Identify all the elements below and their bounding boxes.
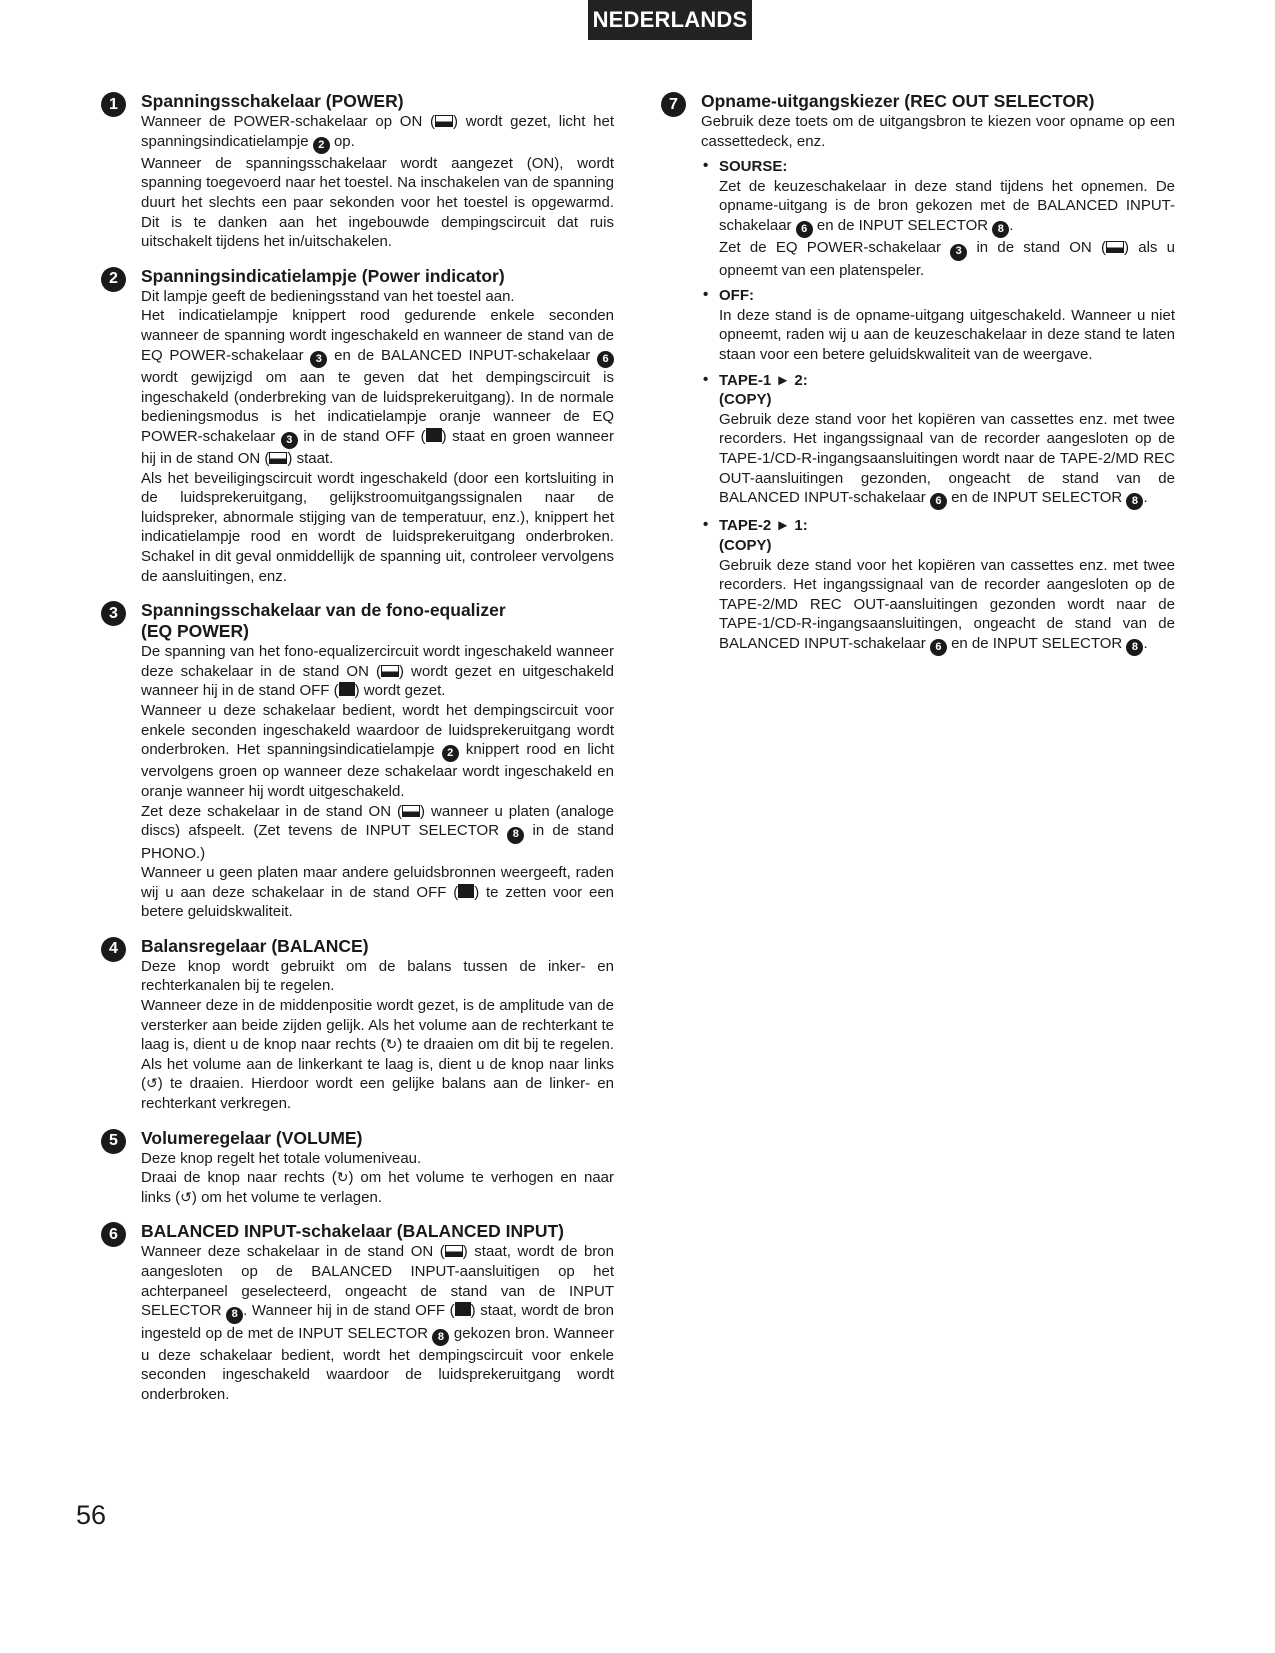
section-title: Spanningsschakelaar (POWER) — [141, 91, 404, 111]
section-title: Opname-uitgangskiezer (REC OUT SELECTOR) — [701, 91, 1095, 111]
section-title: Spanningsindicatielampje (Power indicator) — [141, 265, 505, 286]
on-position-icon — [435, 115, 453, 127]
bullet-title: TAPE-1 ► 2: — [719, 371, 808, 389]
section-title: Spanningsschakelaar van de fono-equalizer — [141, 600, 506, 621]
section-number-6: 6 — [101, 1222, 126, 1247]
off-position-icon — [339, 682, 355, 696]
bullet-title: SOURSE: — [719, 158, 788, 176]
ref-number: 8 — [507, 827, 524, 844]
section-title: Balansregelaar (BALANCE) — [141, 935, 369, 956]
right-column — [661, 91, 1175, 670]
bullet-body: Gebruik deze stand voor het kopiëren van cassettes enz. met twee recorders. Het ingangssignaal van de recorder aangesloten op de TAPE-1/CD-R-ingangsaansluitingen wordt naar de TAPE-2/MD REC OUT-aansluitingen gezonden, ongeacht de stand van de BALANCED INPUT-schakelaar 6 en de INPUT SELECTOR 8 . — [719, 410, 1175, 511]
ref-number: 2 — [313, 137, 330, 154]
counterclockwise-icon: ↺ — [146, 1075, 158, 1092]
bullet-title: TAPE-2 ► 1: — [719, 517, 808, 535]
section-body: Wanneer de POWER-schakelaar op ON ( ) wordt gezet, licht het spanningsindicatielampje 2 op. Wanneer de spanningsschakelaar wordt aangezet (ON), wordt spanning toegevoerd naar het toestel. Na inschakelen van de spanning duurt het slechts een paar sekonden voor het toestel is opgewarmd. Dit is te danken aan het ingebouwde dempingscircuit dat ruis uitschakelt tijdens het in/uitschakelen. — [141, 113, 614, 251]
ref-number: 3 — [950, 244, 967, 261]
section-title-line2: (EQ POWER) — [141, 621, 249, 642]
ref-number: 3 — [281, 432, 298, 449]
bullet-body: In deze stand is de opname-uitgang uitgeschakeld. Wanneer u niet opneemt, raden wij u aan de keuzeschakelaar in deze stand te laten staan voor een betere geluidskwaliteit van de weergave. — [719, 306, 1175, 363]
bullet-dot: • — [703, 370, 709, 388]
ref-number: 6 — [597, 351, 614, 368]
on-position-icon — [445, 1245, 463, 1257]
language-tab: NEDERLANDS — [588, 0, 752, 40]
section-body: Deze knop wordt gebruikt om de balans tussen de inker- en rechterkanalen bij te regelen. Wanneer deze in de middenpositie wordt gezet, is de amplitude van de versterker aan beide zijden gelijk. Als het volume aan de rechterkant te laag is, dient u de knop naar rechts (↻) te draaien om dit bij te regelen. Als het volume aan de linkerkant te laag is, dient u de knop naar links (↺) te draaien. Hierdoor wordt een gelijke balans aan de linker- en rechterkant verkregen. — [141, 957, 614, 1113]
on-position-icon — [269, 452, 287, 464]
section-body: De spanning van het fono-equalizercircuit wordt ingeschakeld wanneer deze schakelaar in de stand ON ( ) wordt gezet en uitgeschakeld wanneer hij in de stand OFF ( ) wordt gezet. Wanneer u deze schakelaar bedient, wordt het dempingscircuit voor enkele seconden ingeschakeld waardoor de luidsprekeruitgang wordt onderbroken. Het spanningsindicatielampje 2 knippert rood en licht vervolgens groen op wanneer deze schakelaar wordt ingeschakeld en oranje wanneer hij wordt uitgeschakeld. Zet deze schakelaar in de stand ON ( ) wanneer u platen (analoge discs) afspeelt. (Zet tevens de INPUT SELECTOR 8 in de stand PHONO.) Wanneer u geen platen maar andere geluidsbronnen weergeeft, raden wij u aan deze schakelaar in de stand OFF ( ) te zetten voor een betere geluidskwaliteit. — [141, 643, 615, 921]
ref-number: 2 — [442, 745, 459, 762]
on-position-icon — [402, 805, 420, 817]
bullet-body: Gebruik deze stand voor het kopiëren van cassettes enz. met twee recorders. Het ingangssignaal van de recorder aangesloten op de TAPE-2/MD REC OUT-aansluitingen gezonden wordt naar de TAPE-1/CD-R-ingangsaansluitingen, ongeacht de stand van de BALANCED INPUT-schakelaar 6 en de INPUT SELECTOR 8 . — [719, 556, 1175, 657]
section-volume — [101, 1128, 614, 1208]
off-position-icon — [455, 1302, 471, 1316]
bullet-tape2-to-1 — [701, 516, 1175, 656]
bullet-body: Zet de keuzeschakelaar in deze stand tijdens het opnemen. De opname-uitgang is de bron gekozen met de BALANCED INPUT-schakelaar 6 en de INPUT SELECTOR 8 . Zet de EQ POWER-schakelaar 3 in de stand ON ( ) als u opneemt van een platenspeler. — [719, 177, 1176, 279]
bullet-off — [701, 286, 1175, 364]
ref-number: 3 — [310, 351, 327, 368]
bullet-title: OFF: — [719, 287, 754, 305]
bullet-dot: • — [703, 286, 709, 304]
section-power-indicator — [101, 266, 614, 586]
section-number-1: 1 — [101, 92, 126, 117]
section-power-switch — [101, 91, 614, 252]
ref-number: 8 — [432, 1329, 449, 1346]
section-number-4: 4 — [101, 937, 126, 962]
bullet-dot: • — [703, 516, 709, 534]
ref-number: 6 — [930, 639, 947, 656]
section-body: Wanneer deze schakelaar in de stand ON ( ) staat, wordt de bron aangesloten op de BALANCED INPUT-aansluitigen op het achterpaneel geselecteerd, ongeacht de stand van de INPUT SELECTOR 8 . Wanneer hij in de stand OFF ( ) staat, wordt de bron ingesteld op de met de INPUT SELECTOR 8 gekozen bron. Wanneer u deze schakelaar bedient, wordt het dempingscircuit voor enkele seconden ingeschakeld waardoor de luidsprekeruitgang wordt onderbroken. — [141, 1243, 614, 1403]
left-column — [101, 91, 614, 1419]
ref-number: 8 — [226, 1307, 243, 1324]
bullet-source — [701, 157, 1175, 280]
off-position-icon — [426, 428, 442, 442]
bullet-subtitle: (COPY) — [719, 536, 772, 554]
section-number-3: 3 — [101, 601, 126, 626]
section-rec-out-selector — [661, 91, 1175, 656]
section-body: Deze knop regelt het totale volumeniveau. Draai de knop naar rechts (↻) om het volume te verhogen en naar links (↺) om het volume te verlagen. — [141, 1149, 614, 1206]
on-position-icon — [381, 665, 399, 677]
section-body: Dit lampje geeft de bedieningsstand van het toestel aan. Het indicatielampje knippert rood gedurende enkele seconden wanneer de spanning wordt ingeschakeld en wanneer de stand van de EQ POWER-schakelaar 3 en de BALANCED INPUT-schakelaar 6 wordt gewijzigd om aan te geven dat het dempingscircuit is ingeschakeld (onderbreking van de luidsprekeruitgang). In de normale bedieningsmodus is het indicatielampje oranje wanneer de EQ POWER-schakelaar 3 in de stand OFF ( ) staat en groen wanneer hij in de stand ON ( ) staat. Als het beveiligingscircuit wordt ingeschakeld (door een kortsluiting in de luidsprekeruitgang, gelijkstroomuitgangssignalen naar de luidspreker, abnormale stijging van de temperatuur, enz.), knippert het indicatielampje rood en wordt de luidsprekeruitgang onderbroken. Schakel in dit geval onmiddellijk de spanning uit, controleer vervolgens de aansluitingen, enz. — [141, 287, 614, 585]
section-number-5: 5 — [101, 1129, 126, 1154]
section-title: Volumeregelaar (VOLUME) — [141, 1127, 363, 1148]
section-body: Gebruik deze toets om de uitgangsbron te kiezen voor opname op een cassettedeck, enz. — [701, 113, 1175, 150]
ref-number: 8 — [992, 221, 1009, 238]
ref-number: 6 — [796, 221, 813, 238]
on-position-icon — [1106, 241, 1124, 253]
section-title: BALANCED INPUT-schakelaar (BALANCED INPUT) — [141, 1221, 564, 1242]
clockwise-icon: ↻ — [385, 1036, 398, 1053]
ref-number: 8 — [1126, 493, 1143, 510]
ref-number: 6 — [930, 493, 947, 510]
section-balance — [101, 936, 614, 1114]
section-eq-power — [101, 600, 614, 922]
bullet-tape1-to-2 — [701, 371, 1175, 511]
section-balanced-input — [101, 1221, 614, 1404]
counterclockwise-icon: ↺ — [180, 1188, 192, 1205]
page-number: 56 — [76, 1500, 107, 1530]
bullet-subtitle: (COPY) — [719, 391, 772, 409]
section-number-2: 2 — [101, 267, 126, 292]
off-position-icon — [458, 884, 474, 898]
bullet-dot: • — [703, 157, 709, 175]
clockwise-icon: ↻ — [336, 1169, 349, 1186]
ref-number: 8 — [1126, 639, 1143, 656]
section-number-7: 7 — [661, 92, 686, 117]
